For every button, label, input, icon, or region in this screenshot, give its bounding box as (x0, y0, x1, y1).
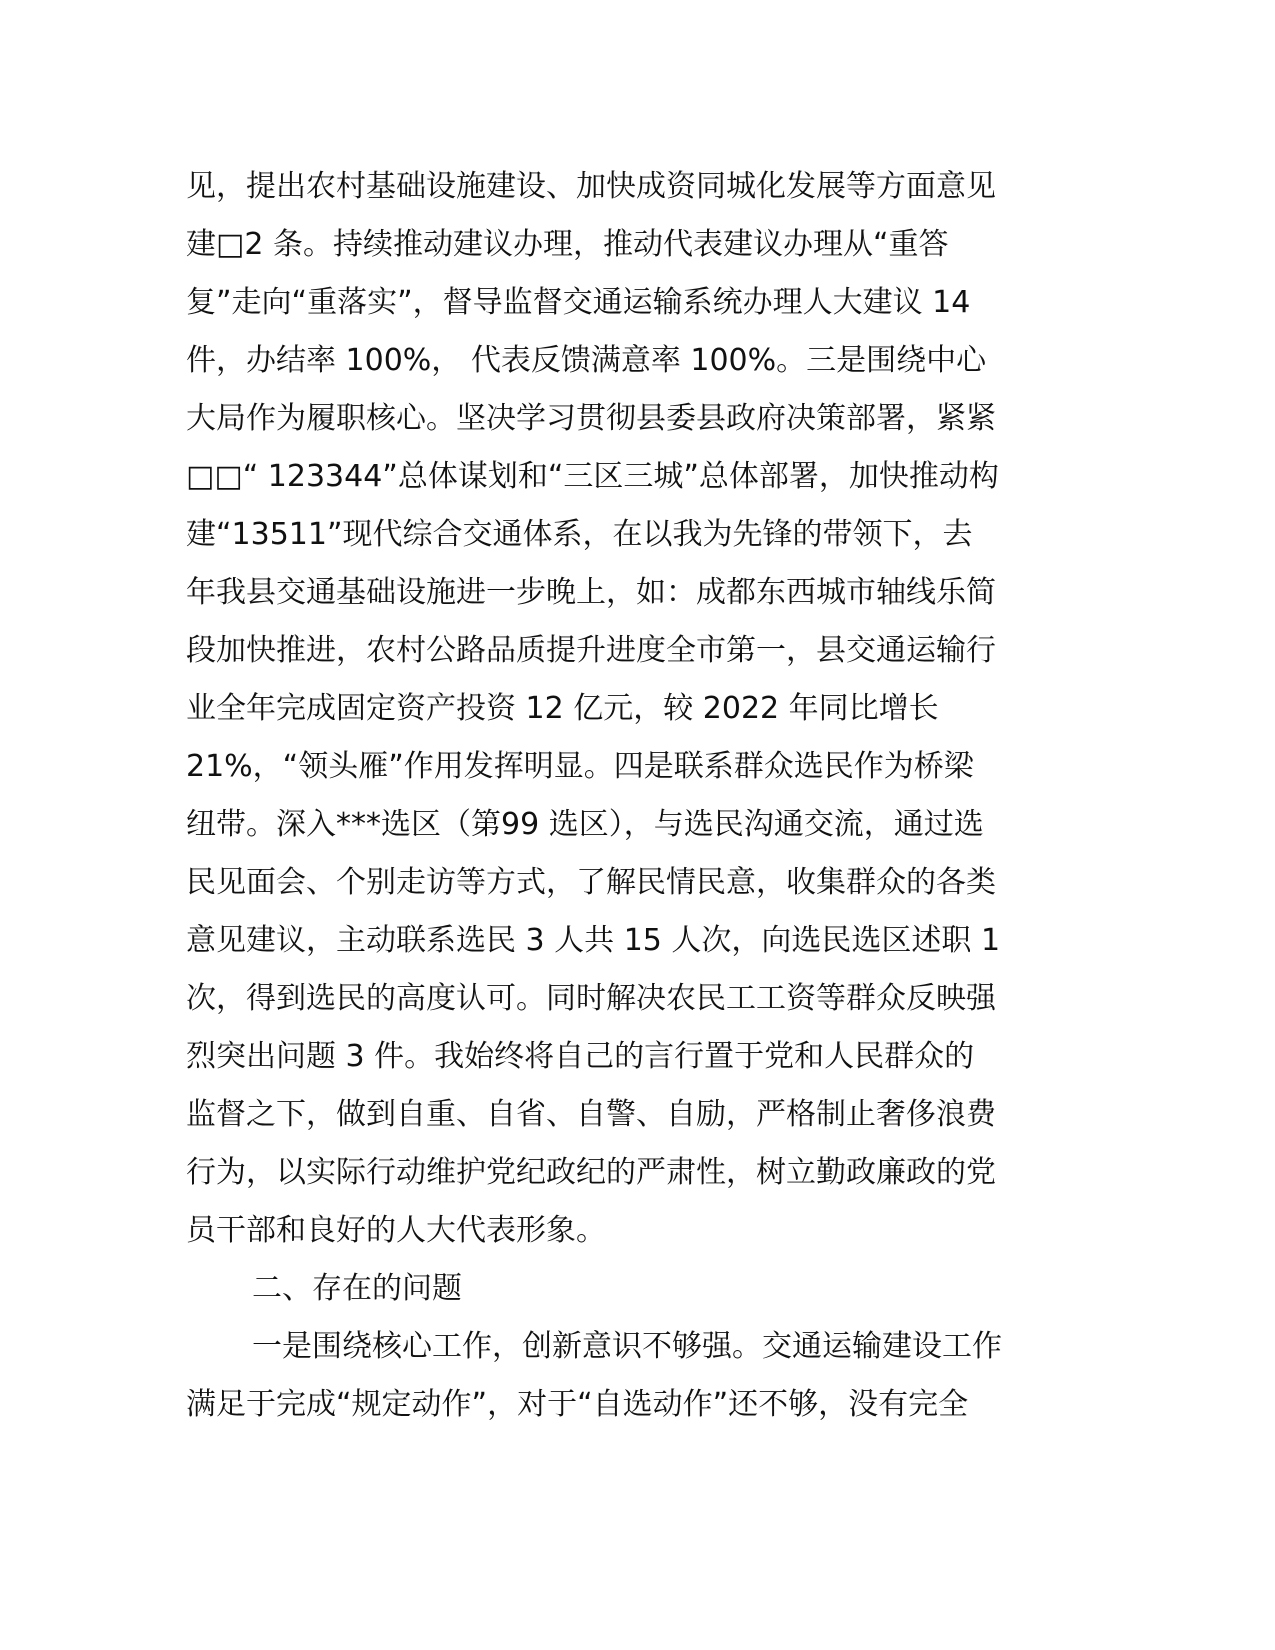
body-line-18: 行为，以实际行动维护党纪政纪的严肃性，树立勤政廉政的党 (186, 1155, 996, 1190)
body-line-10: 业全年完成固定资产投资 12 亿元，较 2022 年同比增长 (186, 691, 939, 726)
body-line-16: 烈突出问题 3 件。我始终将自己的言行置于党和人民群众的 (186, 1039, 975, 1074)
body-line-15: 次，得到选民的高度认可。同时解决农民工工资等群众反映强 (186, 981, 996, 1016)
body-line-17: 监督之下，做到自重、自省、自警、自励，严格制止奢侈浪费 (186, 1097, 996, 1132)
body-line-19: 员干部和良好的人大代表形象。 (186, 1213, 606, 1248)
body-line-14: 意见建议，主动联系选民 3 人共 15 人次，向选民选区述职 1 (186, 923, 1001, 958)
body-line-7: 建“13511”现代综合交通体系，在以我为先锋的带领下，去 (186, 517, 973, 552)
body-line-12: 纽带。深入***选区（第99 选区），与选民沟通交流，通过选 (186, 807, 984, 842)
body-line-13: 民见面会、个别走访等方式，了解民情民意，收集群众的各类 (186, 865, 996, 900)
section-heading: 二、存在的问题 (252, 1271, 462, 1306)
body-line-6: □□“ 123344”总体谋划和“三区三城”总体部署，加快推动构 (186, 459, 999, 494)
document-body (186, 158, 1091, 1434)
body-line-8: 年我县交通基础设施进一步晚上，如：成都东西城市轴线乐简 (186, 575, 996, 610)
body-line-2: 建□2 条。持续推动建议办理，推动代表建议办理从“重答 (186, 227, 949, 262)
body-line-3: 复”走向“重落实”，督导监督交通运输系统办理人大建议 14 (186, 285, 971, 320)
para2-line-1: 一是围绕核心工作，创新意识不够强。交通运输建设工作 (252, 1329, 1002, 1364)
body-line-5: 大局作为履职核心。坚决学习贯彻县委县政府决策部署，紧紧 (186, 401, 996, 436)
body-line-9: 段加快推进，农村公路品质提升进度全市第一，县交通运输行 (186, 633, 996, 668)
body-line-1: 见，提出农村基础设施建设、加快成资同城化发展等方面意见 (186, 169, 996, 204)
body-line-11: 21%，“领头雁”作用发挥明显。四是联系群众选民作为桥梁 (186, 749, 974, 784)
para2-line-2: 满足于完成“规定动作”，对于“自选动作”还不够，没有完全 (186, 1387, 969, 1422)
body-line-4: 件，办结率 100%， 代表反馈满意率 100%。三是围绕中心 (186, 343, 987, 378)
